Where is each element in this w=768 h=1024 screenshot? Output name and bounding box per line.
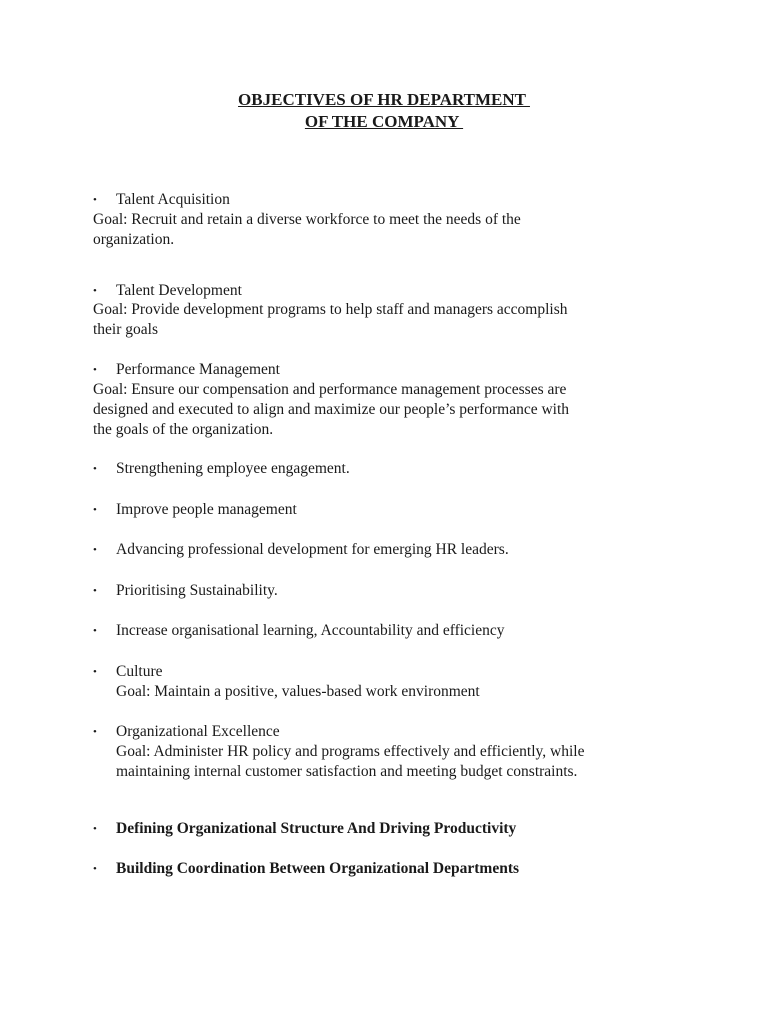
item-label: Building Coordination Between Organizational Departments — [116, 860, 520, 877]
bullet-icon: • — [93, 625, 97, 637]
item-goal-line: maintaining internal customer satisfaction and meeting budget constraints. — [116, 763, 578, 780]
item-goal-line: Goal: Maintain a positive, values-based work environment — [116, 683, 480, 700]
item-goal-line: designed and executed to align and maximize our people’s performance with — [93, 401, 570, 418]
item-goal-line: Goal: Recruit and retain a diverse workforce to meet the needs of the — [93, 211, 521, 228]
item-label: Advancing professional development for emerging HR leaders. — [116, 541, 509, 558]
item-label: Improve people management — [116, 501, 297, 518]
bullet-icon: • — [93, 863, 97, 875]
bullet-icon: • — [93, 823, 97, 835]
item-goal-line: Goal: Ensure our compensation and performance management processes are — [93, 381, 567, 398]
item-label: Defining Organizational Structure And Driving Productivity — [116, 820, 517, 837]
item-goal-line: organization. — [93, 231, 175, 248]
item-label: Talent Acquisition — [116, 191, 230, 208]
bullet-icon: • — [93, 726, 97, 738]
bullet-icon: • — [93, 194, 97, 206]
item-label: Performance Management — [116, 361, 280, 378]
item-label: Strengthening employee engagement. — [116, 460, 350, 477]
bullet-icon: • — [93, 666, 97, 678]
document-title-line-2: OF THE COMPANY — [304, 112, 464, 131]
item-label: Increase organisational learning, Accountability and efficiency — [116, 622, 505, 639]
document-title-line-1: OBJECTIVES OF HR DEPARTMENT — [238, 90, 530, 109]
item-label: Prioritising Sustainability. — [116, 582, 278, 599]
item-goal-line: Goal: Provide development programs to help staff and managers accomplish — [93, 301, 568, 318]
item-label: Organizational Excellence — [116, 723, 280, 740]
item-goal-line: their goals — [93, 321, 158, 338]
bullet-icon: • — [93, 463, 97, 475]
bullet-icon: • — [93, 504, 97, 516]
bullet-icon: • — [93, 364, 97, 376]
bullet-icon: • — [93, 585, 97, 597]
item-goal-line: the goals of the organization. — [93, 421, 274, 438]
bullet-icon: • — [93, 544, 97, 556]
item-label: Culture — [116, 663, 163, 680]
bullet-icon: • — [93, 285, 97, 297]
item-goal-line: Goal: Administer HR policy and programs effectively and efficiently, while — [116, 743, 585, 760]
item-label: Talent Development — [116, 282, 242, 299]
